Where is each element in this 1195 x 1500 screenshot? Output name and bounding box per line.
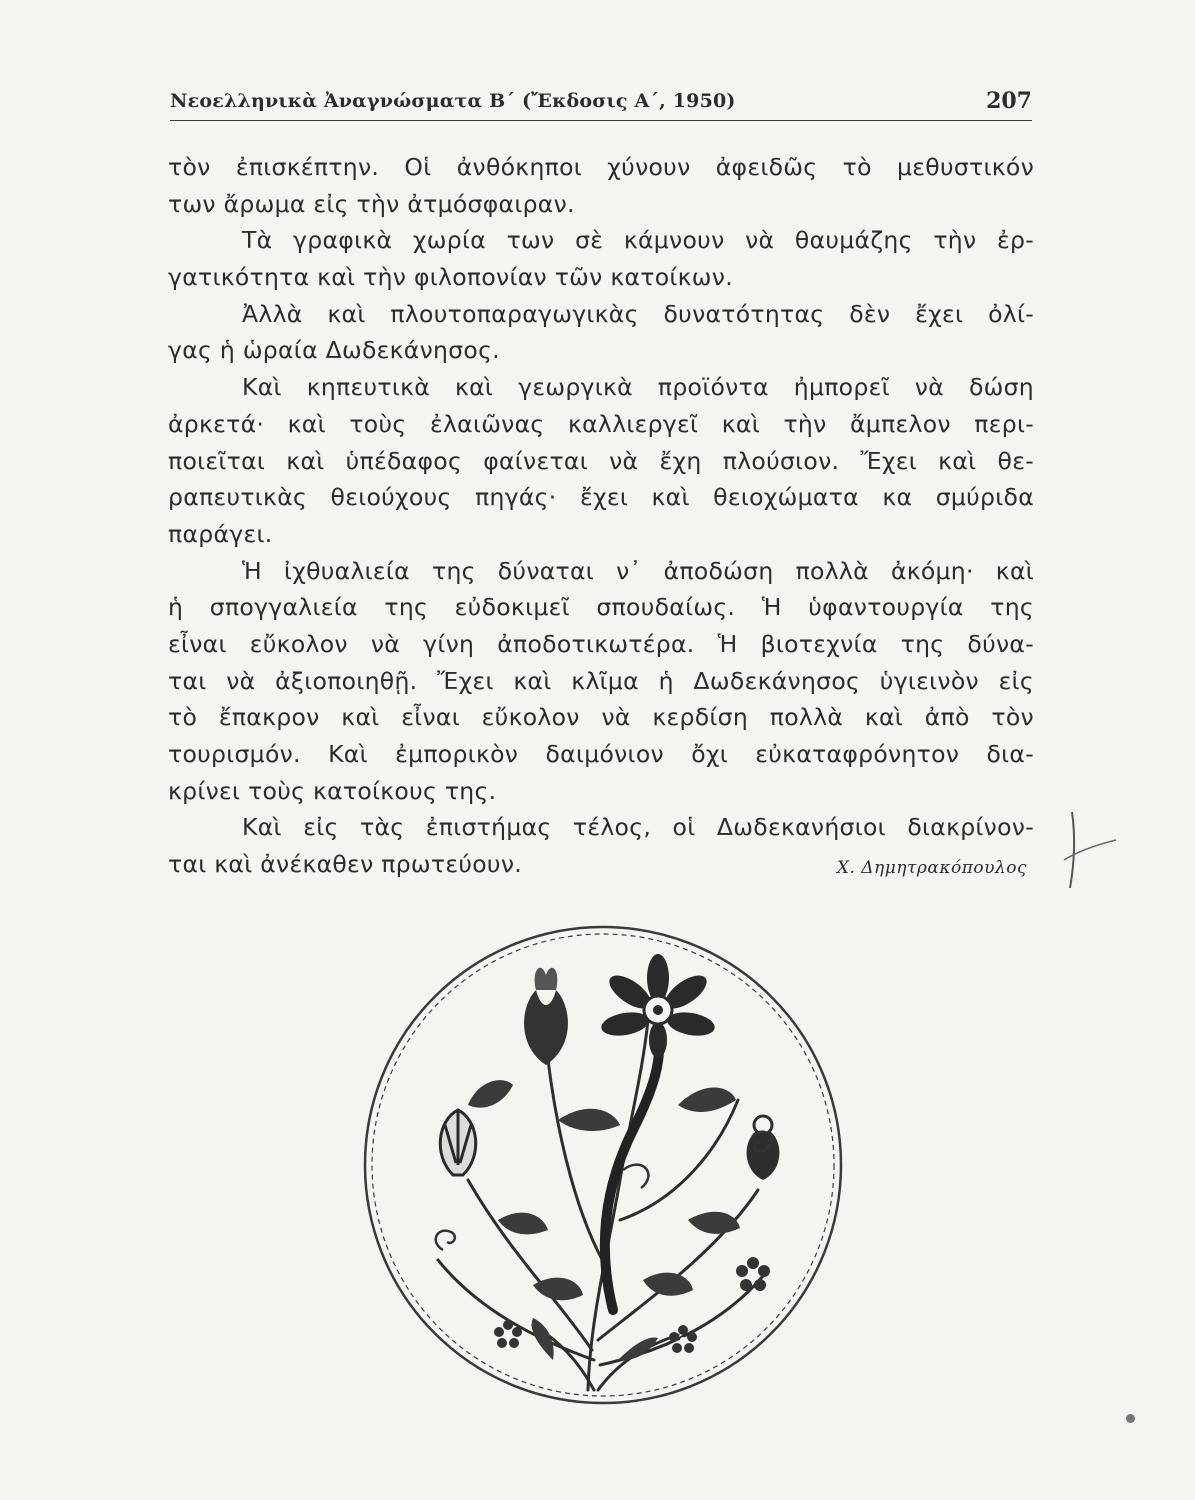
text-line: τὸν ἐπισκέπτην. Οἱ ἀνθόκηποι χύνουν ἀφειδῶς τὸ μεθυστικόν [168,153,1034,181]
text-line: ποιεῖται καὶ ὑπέδαφος φαίνεται νὰ ἔχη πλούσιον. Ἔχει καὶ θε- [168,446,1034,475]
text-line: Ἡ ἰχθυαλιεία της δύναται ν᾽ ἀποδώση πολλὰ ἀκόμη· καὶ [242,556,1034,585]
floral-roundel-icon [358,920,848,1410]
text-line: γας ἡ ὡραία Δωδεκάνησος. [168,336,500,365]
text-line: τουρισμόν. Καὶ ἐμπορικὸν δαιμόνιον ὄχι εὐκαταφρόνητον δια- [168,740,1034,768]
running-header [170,88,1032,121]
text-line: ἡ σπογγαλιεία της εὐδοκιμεῖ σπουδαίως. Ἡ ὑφαντουργία της [168,593,1034,622]
text-line: εἶναι εὔκολον νὰ γίνη ἀποδοτικωτέρα. Ἡ βιοτεχνία της δύνα- [168,629,1034,658]
article-body [168,149,1034,883]
text-line: Ἀλλὰ καὶ πλουτοπαραγωγικὰς δυνατότητας δὲν ἔχει ὀλί- [242,299,1034,328]
text-line: Τὰ γραφικὰ χωρία των σὲ κάμνουν νὰ θαυμάζης τὴν ἐρ- [242,226,1034,255]
text-line: Καὶ κηπευτικὰ καὶ γεωργικὰ προϊόντα ἠμπορεῖ νὰ δώση [242,373,1034,402]
text-line: ται καὶ ἀνέκαθεν πρωτεύουν. [168,850,523,879]
text-line: γατικότητα καὶ τὴν φιλοπονίαν τῶν κατοίκων. [168,263,733,292]
text-line: παράγει. [168,519,273,548]
pencil-margin-mark [1060,810,1120,890]
ink-spot [1126,1414,1135,1423]
text-line: ται νὰ ἀξιοποιηθῇ. Ἔχει καὶ κλῖμα ἡ Δωδεκάνησος ὑγιεινὸν εἰς [168,666,1034,695]
page-number: 207 [986,88,1032,114]
text-line: ραπευτικὰς θειούχους πηγάς· ἔχει καὶ θειοχώματα κα σμύριδα [168,483,1034,512]
text-line: κρίνει τοὺς κατοίκους της. [168,776,497,805]
text-line: των ἄρωμα εἰς τὴν ἀτμόσφαιραν. [168,189,575,218]
author-signature: Χ. Δημητρακόπουλος [836,858,1027,878]
text-line: ἀρκετά· καὶ τοὺς ἐλαιῶνας καλλιεργεῖ καὶ τὴν ἄμπελον περι- [168,409,1034,438]
text-line: Καὶ εἰς τὰς ἐπιστήμας τέλος, οἱ Δωδεκανήσιοι διακρίνον- [242,813,1034,842]
header-title: Νεοελληνικὰ Ἀναγνώσματα Β΄ (Ἔκδοσις Α΄, 1950) [170,90,736,112]
text-line: τὸ ἔπακρον καὶ εἶναι εὔκολον νὰ κερδίση πολλὰ καὶ ἀπὸ τὸν [168,703,1034,732]
